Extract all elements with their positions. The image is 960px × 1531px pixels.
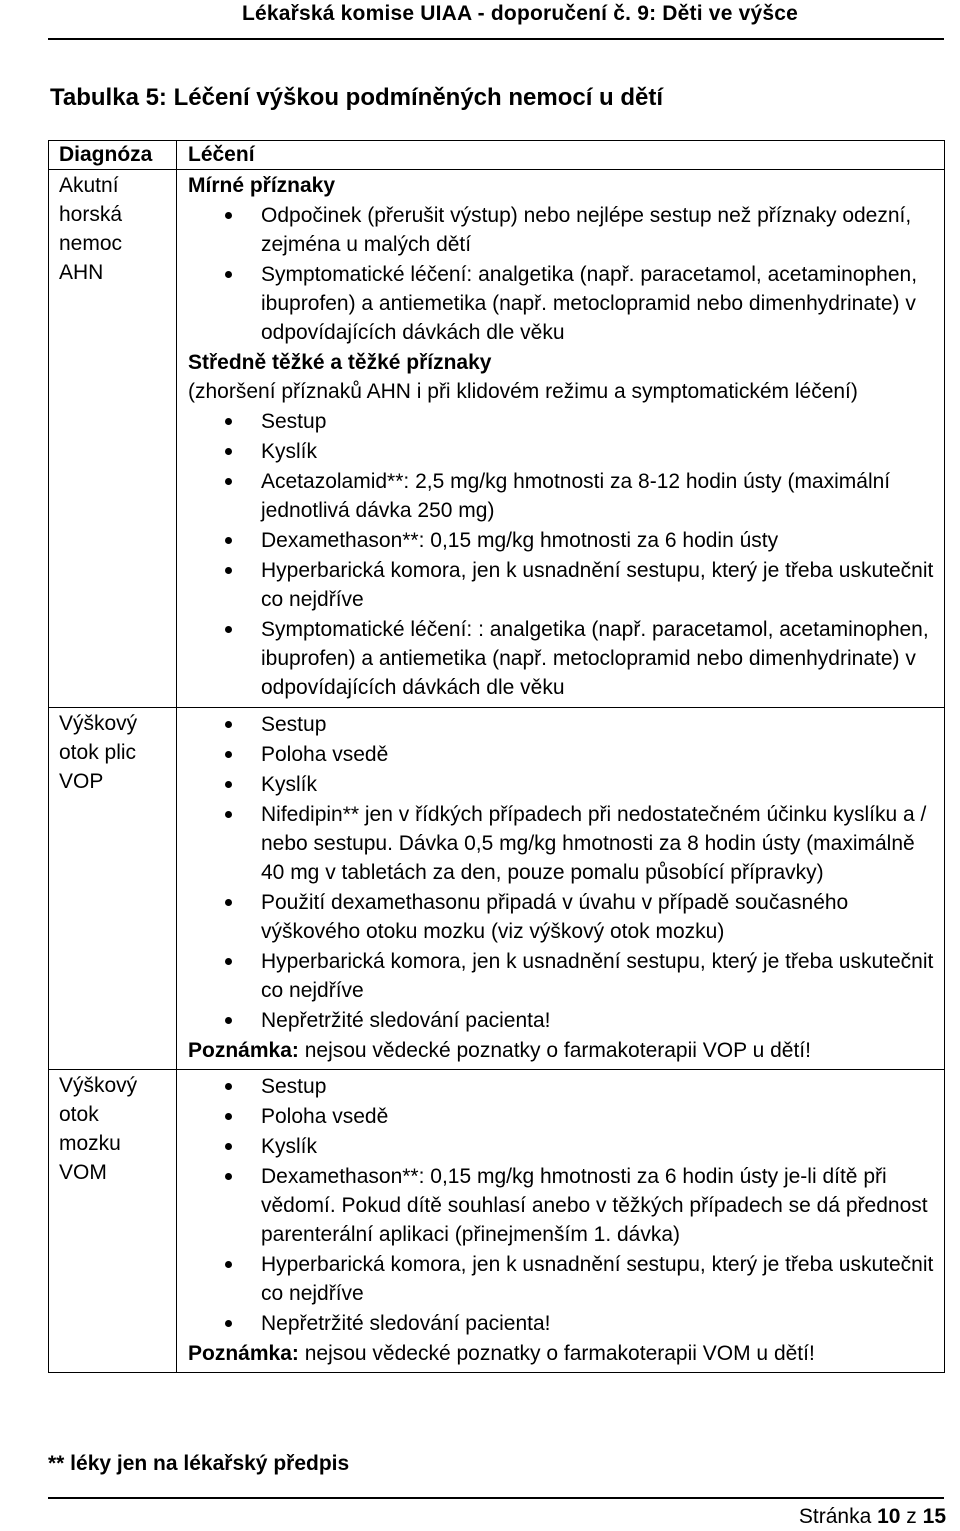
- treatment-ahn: [177, 170, 945, 708]
- diagnosis-line: nemoc: [59, 232, 123, 255]
- diagnosis-line: Akutní: [59, 174, 119, 197]
- list-item: Acetazolamid**: 2,5 mg/kg hmotnosti za 8-12 hodin ústy (maximální jednotlivá dávka 250 mg): [188, 467, 938, 525]
- list-item: Symptomatické léčení: : analgetika (např. paracetamol, acetaminophen, ibuprofen) a antiemetika (např. metoclopramid nebo dimenhydrinate) v odpovídajících dávkách dle věku: [188, 615, 938, 702]
- page-header: [48, 0, 944, 40]
- list-item: Sestup: [188, 1072, 938, 1101]
- header-title: Lékařská komise UIAA - doporučení č. 9: Děti ve výšce: [241, 2, 798, 25]
- vop-note: [188, 1036, 938, 1065]
- list-item: Kyslík: [188, 770, 938, 799]
- treatment-vop: [177, 708, 945, 1070]
- severe-symptoms-heading: Středně těžké a těžké příznaky: [188, 351, 492, 374]
- list-item: Dexamethason**: 0,15 mg/kg hmotnosti za 6 hodin ústy: [188, 526, 938, 555]
- list-item: Nepřetržité sledování pacienta!: [188, 1006, 938, 1035]
- treatment-table: [48, 140, 945, 1373]
- severe-symptoms-list: [188, 407, 938, 702]
- table-row-ahn: [49, 170, 945, 708]
- list-item: Kyslík: [188, 1132, 938, 1161]
- page-separator: z: [900, 1505, 923, 1528]
- diagnosis-vom: [49, 1070, 177, 1373]
- list-item: Použití dexamethasonu připadá v úvahu v případě současného výškového otoku mozku (viz výškový otok mozku): [188, 888, 938, 946]
- list-item: Hyperbarická komora, jen k usnadnění sestupu, který je třeba uskutečnit co nejdříve: [188, 947, 938, 1005]
- footnote: ** léky jen na lékařský předpis: [48, 1452, 350, 1475]
- diagnosis-line: VOP: [59, 770, 104, 793]
- page-prefix: Stránka: [798, 1505, 878, 1528]
- list-item: Hyperbarická komora, jen k usnadnění sestupu, který je třeba uskutečnit co nejdříve: [188, 556, 938, 614]
- list-item: Hyperbarická komora, jen k usnadnění sestupu, který je třeba uskutečnit co nejdříve: [188, 1250, 938, 1308]
- list-item: Poloha vsedě: [188, 1102, 938, 1131]
- page-total: 15: [922, 1505, 946, 1528]
- page-number: [799, 1505, 946, 1529]
- diagnosis-line: VOM: [59, 1161, 107, 1184]
- list-item: Odpočinek (přerušit výstup) nebo nejlépe sestup než příznaky odezní, zejména u malých dětí: [188, 201, 938, 259]
- list-item: Dexamethason**: 0,15 mg/kg hmotnosti za 6 hodin ústy je-li dítě při vědomí. Pokud dítě souhlasí anebo v těžkých případech se dá přednost parenterální aplikaci (přinejmenším 1. dávka): [188, 1162, 938, 1249]
- list-item: Symptomatické léčení: analgetika (např. paracetamol, acetaminophen, ibuprofen) a antiemetika (např. metoclopramid nebo dimenhydrinate) v odpovídajících dávkách dle věku: [188, 260, 938, 347]
- table-title: Tabulka 5: Léčení výškou podmíněných nemocí u dětí: [50, 84, 664, 111]
- diagnosis-line: otok plic: [59, 741, 137, 764]
- mild-symptoms-list: [188, 201, 938, 347]
- diagnosis-line: Výškový: [59, 712, 138, 735]
- header-diagnosis: Diagnóza: [49, 141, 177, 170]
- treatment-vom: [177, 1070, 945, 1373]
- vop-treatment-list: [188, 710, 938, 1035]
- diagnosis-line: otok: [59, 1103, 99, 1126]
- note-text: nejsou vědecké poznatky o farmakoterapii VOM u dětí!: [298, 1342, 815, 1365]
- header-treatment: Léčení: [177, 141, 945, 170]
- vom-treatment-list: [188, 1072, 938, 1338]
- diagnosis-line: AHN: [59, 261, 104, 284]
- note-text: nejsou vědecké poznatky o farmakoterapii VOP u dětí!: [298, 1039, 811, 1062]
- diagnosis-ahn: [49, 170, 177, 708]
- vom-note: [188, 1339, 938, 1368]
- diagnosis-line: horská: [59, 203, 123, 226]
- list-item: Kyslík: [188, 437, 938, 466]
- severe-symptoms-note: (zhoršení příznaků AHN i při klidovém režimu a symptomatickém léčení): [188, 380, 858, 403]
- list-item: Poloha vsedě: [188, 740, 938, 769]
- table-header-row: [49, 141, 945, 170]
- diagnosis-line: Výškový: [59, 1074, 138, 1097]
- list-item: Nifedipin** jen v řídkých případech při nedostatečném účinku kyslíku a / nebo sestupu. Dávka 0,5 mg/kg hmotnosti za 8 hodin ústy (maximálně 40 mg v tabletách za den, pouze pomalu působící přípravky): [188, 800, 938, 887]
- list-item: Sestup: [188, 710, 938, 739]
- diagnosis-line: mozku: [59, 1132, 121, 1155]
- list-item: Sestup: [188, 407, 938, 436]
- table-row-vop: [49, 708, 945, 1070]
- list-item: Nepřetržité sledování pacienta!: [188, 1309, 938, 1338]
- mild-symptoms-heading: Mírné příznaky: [188, 174, 336, 197]
- table-row-vom: [49, 1070, 945, 1373]
- note-label: Poznámka:: [188, 1342, 299, 1365]
- diagnosis-vop: [49, 708, 177, 1070]
- footer-divider: [48, 1497, 944, 1499]
- note-label: Poznámka:: [188, 1039, 299, 1062]
- page-current: 10: [877, 1505, 901, 1528]
